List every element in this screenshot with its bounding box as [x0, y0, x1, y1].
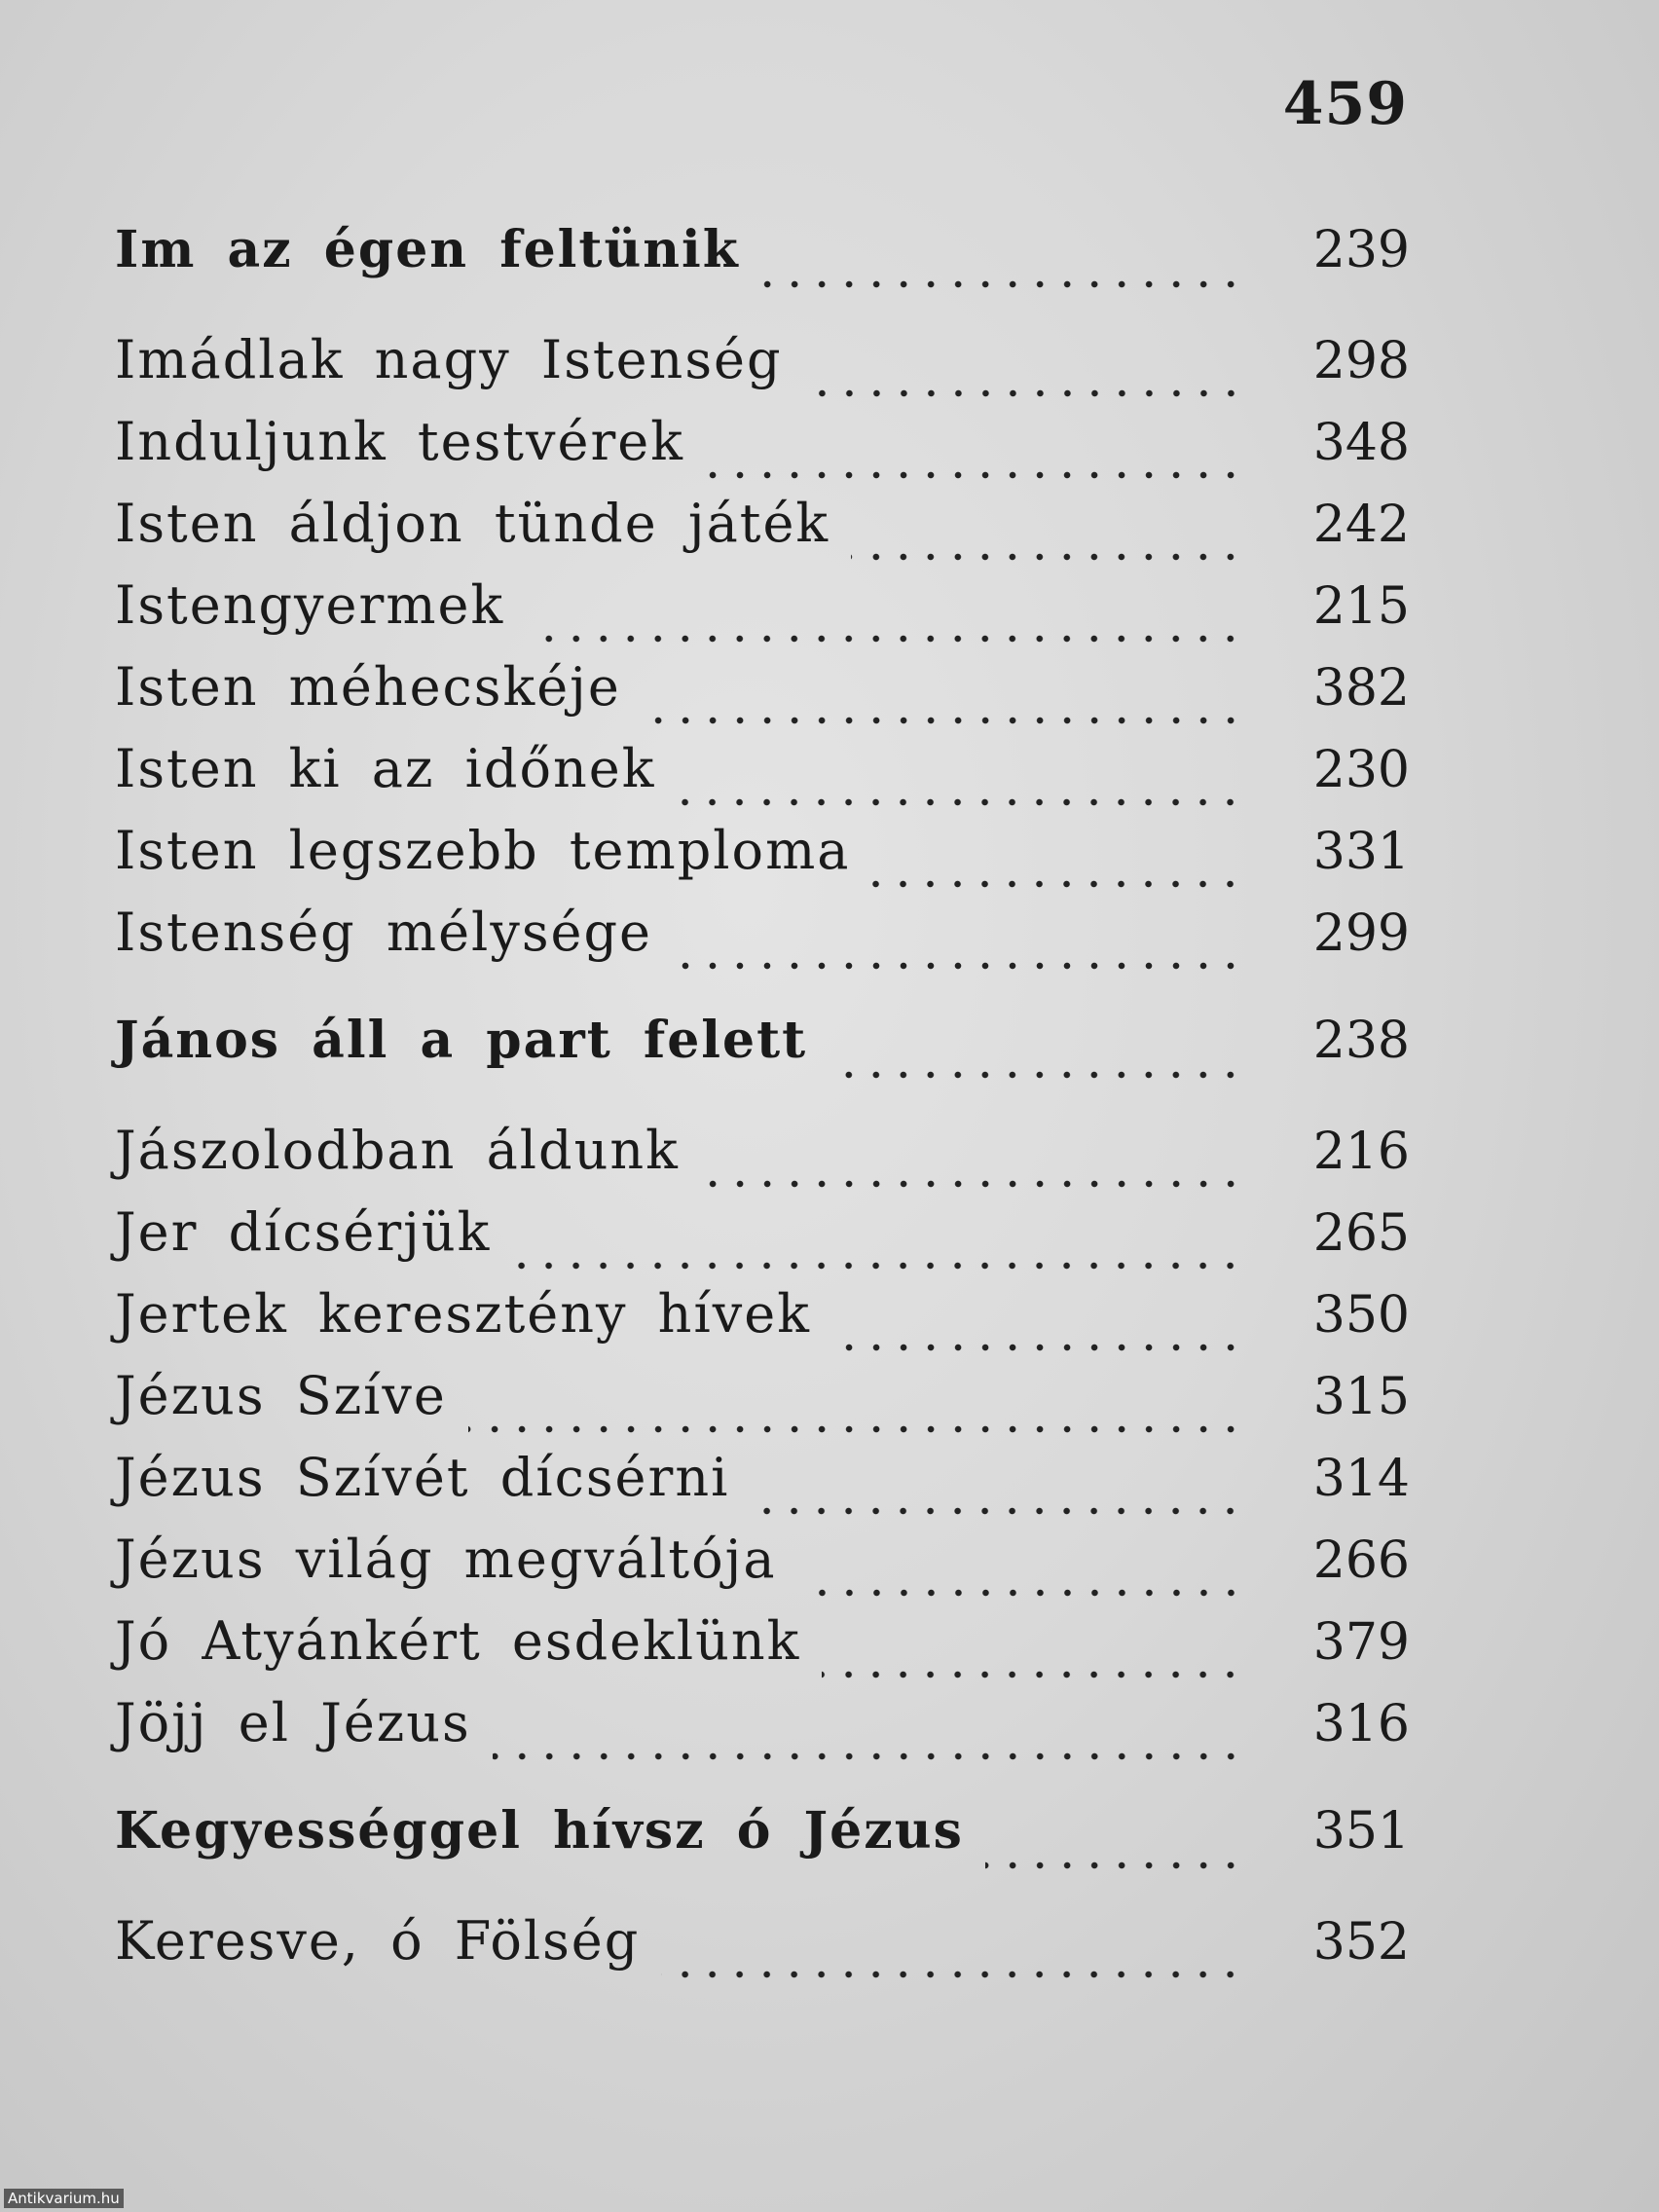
- entry-title: Induljunk testvérek: [115, 411, 684, 472]
- dot-leader: [798, 1589, 1244, 1597]
- entry-title: Im az égen feltünik: [115, 220, 740, 279]
- index-entry: [115, 1365, 1410, 1447]
- index-entry: [115, 1692, 1410, 1774]
- dot-leader: [832, 1344, 1244, 1351]
- index-list: [115, 220, 1410, 1992]
- entry-title: Keresve, ó Fölség: [115, 1910, 641, 1972]
- index-entry: [115, 220, 1410, 302]
- index-entry: [115, 1283, 1410, 1365]
- entry-page: 348: [1312, 414, 1410, 472]
- dot-leader: [701, 1180, 1244, 1188]
- entry-page: 350: [1312, 1286, 1410, 1345]
- index-entry: [115, 493, 1410, 574]
- entry-page: 379: [1312, 1613, 1410, 1672]
- index-entry: [115, 1801, 1410, 1883]
- entry-title: Jöjj el Jézus: [115, 1692, 471, 1753]
- dot-leader: [643, 717, 1244, 724]
- dot-leader: [674, 962, 1244, 970]
- index-entry: [115, 1201, 1410, 1283]
- entry-page: 239: [1312, 221, 1410, 279]
- dot-leader: [493, 1752, 1244, 1760]
- entry-page: 315: [1312, 1368, 1410, 1426]
- entry-title: Jézus Szíve: [115, 1365, 447, 1426]
- entry-page: 298: [1312, 332, 1410, 390]
- entry-title: Isten áldjon tünde játék: [115, 493, 830, 554]
- dot-leader: [761, 280, 1244, 288]
- entry-title: Jézus világ megváltója: [115, 1529, 777, 1590]
- entry-title: János áll a part felett: [115, 1011, 808, 1070]
- entry-page: 316: [1312, 1695, 1410, 1753]
- entry-page: 351: [1312, 1802, 1410, 1861]
- entry-page: 238: [1312, 1012, 1410, 1070]
- dot-leader: [871, 880, 1244, 888]
- entry-title: Kegyességgel hívsz ó Jézus: [115, 1801, 964, 1861]
- entry-page: 216: [1312, 1123, 1410, 1181]
- entry-title: Istenség mélysége: [115, 902, 653, 963]
- entry-page: 314: [1312, 1450, 1410, 1508]
- entry-page: 242: [1312, 496, 1410, 554]
- dot-leader: [804, 389, 1244, 397]
- dot-leader: [851, 553, 1244, 561]
- dot-leader: [468, 1425, 1244, 1433]
- entry-page: 299: [1312, 904, 1410, 963]
- dot-leader: [706, 471, 1244, 479]
- index-entry: [115, 574, 1410, 656]
- entry-title: Imádlak nagy Istenség: [115, 329, 783, 390]
- index-entry: [115, 1610, 1410, 1692]
- entry-title: Jó Atyánkért esdeklünk: [115, 1610, 801, 1672]
- entry-title: Jertek keresztény hívek: [115, 1283, 811, 1345]
- index-entry: [115, 902, 1410, 983]
- entry-page: 382: [1312, 659, 1410, 718]
- index-entry: [115, 1447, 1410, 1529]
- entry-title: Isten méhecskéje: [115, 656, 621, 718]
- entry-title: Istengyermek: [115, 574, 505, 636]
- entry-page: 215: [1312, 577, 1410, 636]
- index-entry: [115, 1529, 1410, 1610]
- entry-title: Jászolodban áldunk: [115, 1120, 680, 1181]
- index-entry: [115, 820, 1410, 902]
- entry-title: Isten ki az időnek: [115, 738, 656, 799]
- index-entry: [115, 1011, 1410, 1092]
- dot-leader: [661, 1971, 1244, 1978]
- dot-leader: [822, 1671, 1244, 1678]
- entry-title: Jer dícsérjük: [115, 1201, 492, 1263]
- entry-title: Isten legszebb temploma: [115, 820, 851, 881]
- index-entry: [115, 411, 1410, 493]
- dot-leader: [677, 798, 1244, 806]
- index-entry: [115, 1910, 1410, 1992]
- entry-page: 265: [1312, 1204, 1410, 1263]
- page-number: 459: [1282, 70, 1408, 138]
- watermark: Antikvarium.hu: [4, 2189, 124, 2208]
- dot-leader: [985, 1862, 1244, 1869]
- index-entry: [115, 1120, 1410, 1201]
- dot-leader: [526, 635, 1244, 643]
- index-entry: [115, 656, 1410, 738]
- entry-title: Jézus Szívét dícsérni: [115, 1447, 730, 1508]
- index-entry: [115, 738, 1410, 820]
- entry-page: 352: [1312, 1913, 1410, 1972]
- dot-leader: [512, 1262, 1244, 1270]
- dot-leader: [829, 1071, 1244, 1079]
- entry-page: 331: [1312, 823, 1410, 881]
- entry-page: 230: [1312, 741, 1410, 799]
- dot-leader: [751, 1507, 1244, 1515]
- index-entry: [115, 329, 1410, 411]
- entry-page: 266: [1312, 1531, 1410, 1590]
